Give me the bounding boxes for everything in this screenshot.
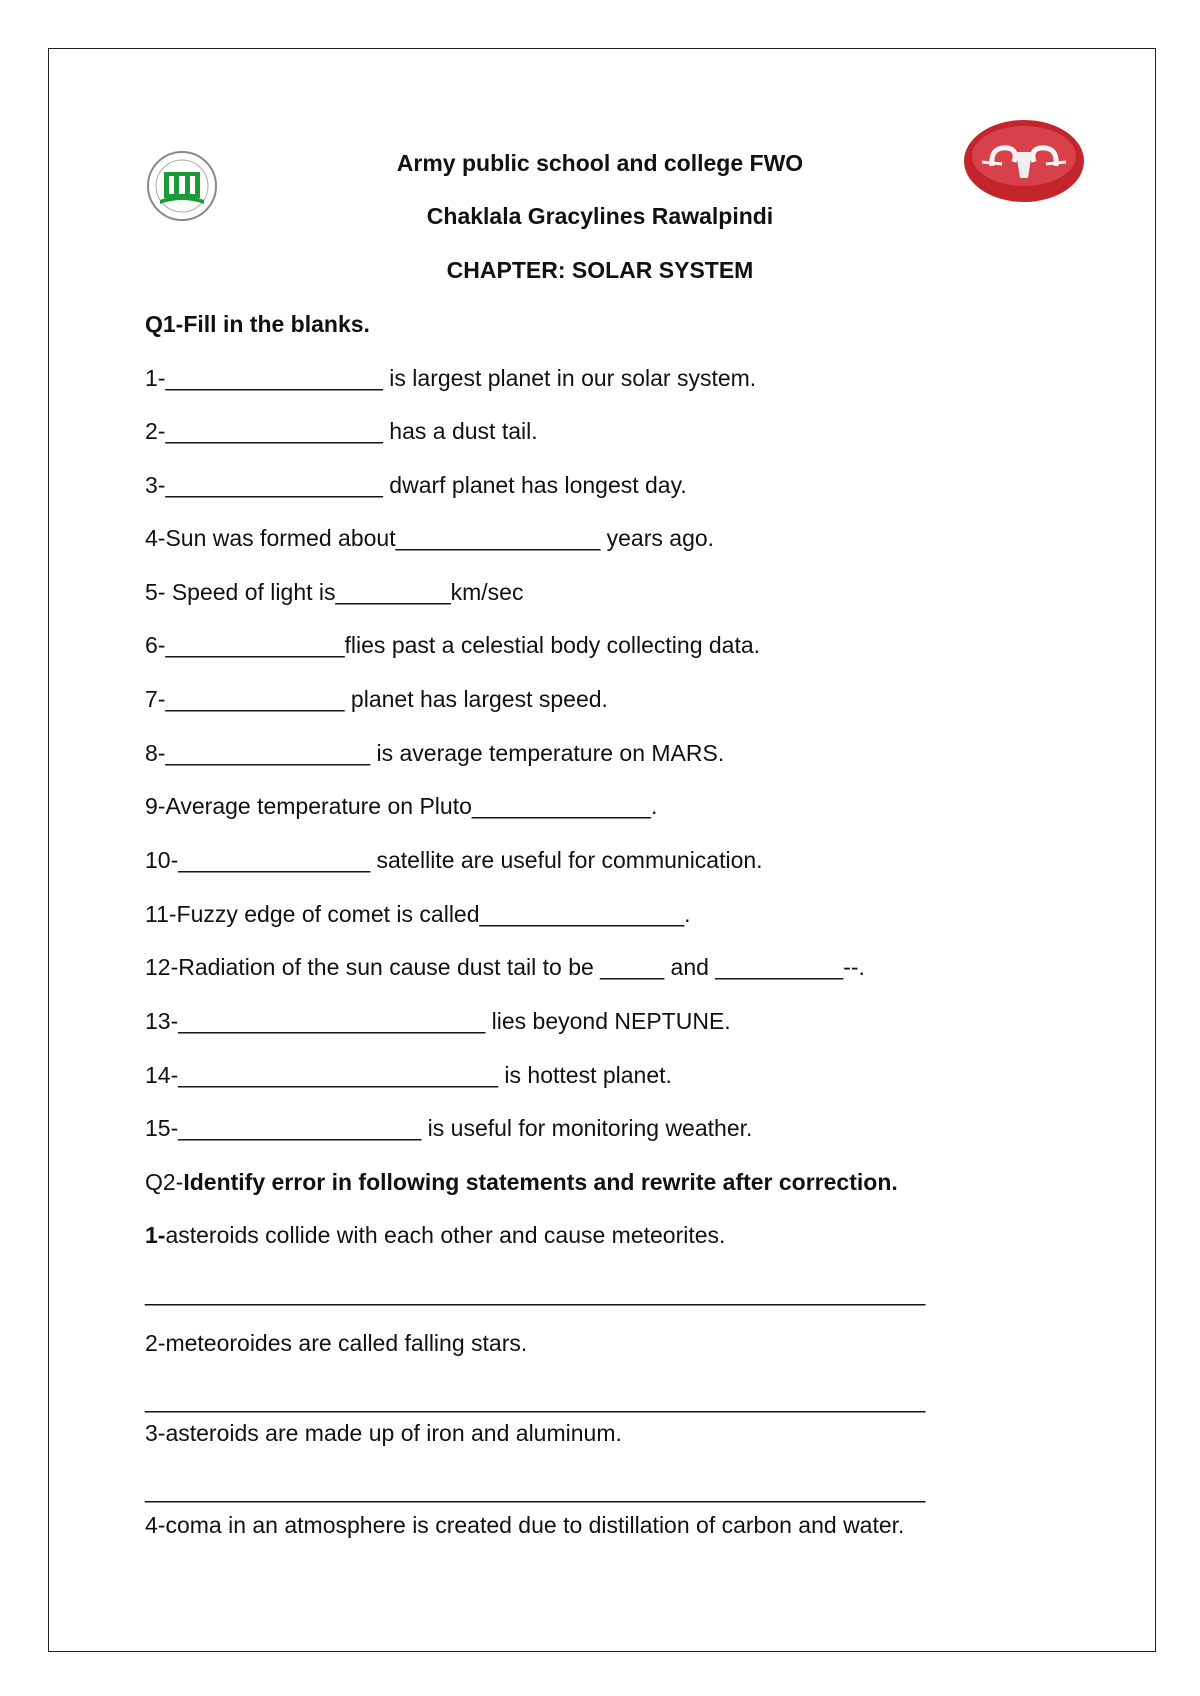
- school-name: Army public school and college FWO: [396, 150, 804, 176]
- q1-item: 5- Speed of light is_________km/sec: [145, 579, 524, 605]
- q1-heading: Q1-Fill in the blanks.: [145, 311, 370, 337]
- answer-line[interactable]: _____________________________________________________________: [145, 1477, 926, 1503]
- q1-item: 9-Average temperature on Pluto______________.: [145, 793, 658, 819]
- q1-item: 12-Radiation of the sun cause dust tail to be _____ and __________--.: [145, 954, 865, 980]
- q1-item: 2-_________________ has a dust tail.: [145, 418, 538, 444]
- q2-item: 4-coma in an atmosphere is created due to distillation of carbon and water.: [145, 1512, 905, 1538]
- q1-item: 4-Sun was formed about________________ years ago.: [145, 525, 715, 551]
- q1-item: 11-Fuzzy edge of comet is called________________.: [145, 901, 691, 927]
- q1-item: 6-______________flies past a celestial body collecting data.: [145, 632, 761, 658]
- q1-item: 10-_______________ satellite are useful for communication.: [145, 847, 763, 873]
- q2-item-text: asteroids collide with each other and cause meteorites.: [165, 1222, 726, 1248]
- q2-item-number: 1-: [145, 1222, 166, 1248]
- answer-line[interactable]: _____________________________________________________________: [145, 1280, 926, 1306]
- chapter-title: CHAPTER: SOLAR SYSTEM: [446, 257, 754, 283]
- answer-line[interactable]: _____________________________________________________________: [145, 1387, 926, 1413]
- q2-heading-text: Identify error in following statements and rewrite after correction.: [183, 1169, 898, 1195]
- q1-item: 14-_________________________ is hottest planet.: [145, 1062, 672, 1088]
- q1-item: 3-_________________ dwarf planet has longest day.: [145, 472, 687, 498]
- q2-heading-prefix: Q2-: [145, 1169, 184, 1195]
- school-location: Chaklala Gracylines Rawalpindi: [426, 203, 774, 229]
- q2-item: [145, 1222, 725, 1249]
- q1-item: 13-________________________ lies beyond NEPTUNE.: [145, 1008, 731, 1034]
- q1-item: 15-___________________ is useful for monitoring weather.: [145, 1115, 753, 1141]
- q2-item: 2-meteoroides are called falling stars.: [145, 1330, 528, 1356]
- q1-item: 7-______________ planet has largest speed.: [145, 686, 608, 712]
- q1-item: 1-_________________ is largest planet in our solar system.: [145, 365, 757, 391]
- q1-item: 8-________________ is average temperature on MARS.: [145, 740, 725, 766]
- q2-heading: [145, 1169, 898, 1196]
- q2-item: 3-asteroids are made up of iron and aluminum.: [145, 1420, 622, 1446]
